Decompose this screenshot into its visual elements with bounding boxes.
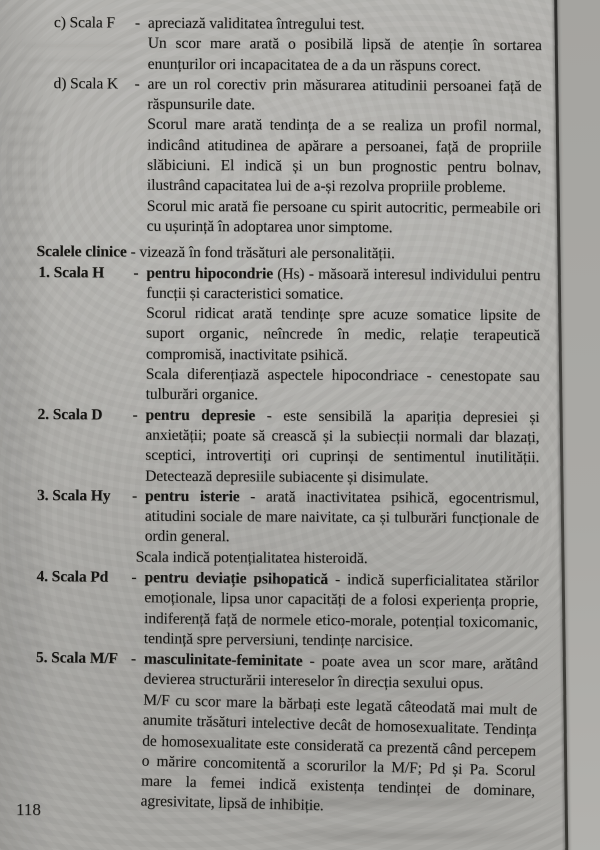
paragraph: Un scor mare arată o posibilă lipsă de atenție în sortarea enunțurilor ori incapacitatea de a da un răspuns corect. (147, 34, 542, 75)
scale-entry-mf (32, 648, 538, 817)
dash: - (134, 14, 140, 32)
page-number: 118 (16, 800, 41, 819)
scale-label (37, 405, 137, 426)
bleed-through-smudge (255, 830, 555, 840)
paragraph (145, 405, 539, 489)
scale-name: d) Scala K (53, 74, 119, 93)
scale-name: 5. Scala M/F (35, 649, 118, 668)
scale-descriptor-bold: pentru hipocondrie (146, 264, 274, 283)
scale-descriptor-bold: pentru deviație psihopatică (144, 569, 329, 589)
section-heading-rest: - vizează în fond trăsături ale personalității. (126, 243, 395, 263)
scale-descriptor-bold: pentru depresie (145, 406, 256, 424)
scale-descriptor-rest: - este sensibilă la apariția depresiei și anxietății; poate să crească și la subiecții normali dar blazați, sceptici, introvertiți ori cuprinși de sentimentul inutilității. Detectează depresiile subiacente și disimulate. (145, 406, 540, 486)
scale-label (36, 648, 136, 670)
scale-descriptor-rest: - poate avea un scor mare, arătând devierea structurării intereselor în direcția sexului opus. (143, 652, 539, 693)
dash: - (131, 569, 137, 587)
dash: - (131, 487, 138, 505)
scale-entry-hy (35, 486, 539, 570)
paragraph (145, 486, 539, 549)
page-text-block (33, 13, 542, 814)
scale-entry-pd (34, 567, 539, 653)
paragraph: are un rol corectiv prin măsurarea atitudinii persoanei față de răspunsurile date. (147, 75, 542, 114)
scale-descriptor-rest: (Hs) - măsoară interesul individului pentru funcții și caracteristici somatice. (146, 265, 541, 303)
dash: - (134, 75, 140, 93)
paragraph: Scala diferențiază aspectele hipocondriace - cenestopate sau tulburări organice. (145, 365, 540, 404)
paragraph (144, 568, 539, 653)
scale-descriptor-bold: pentru isterie (144, 487, 240, 506)
paragraph (146, 263, 540, 306)
scale-label (54, 13, 140, 34)
scale-entry-h (36, 263, 541, 408)
scale-entry-f (38, 13, 542, 77)
bleed-through-smudge (2, 300, 38, 465)
scale-name: 2. Scala D (37, 405, 103, 424)
paragraph: Scala indică potențialitatea histeroidă. (135, 548, 368, 567)
paragraph: Scorul mic arată fie persoane cu spirit autocritic, permeabile ori cu ușurință în adoptarea unor simptome. (146, 197, 541, 237)
scale-label (54, 74, 140, 95)
dash: - (133, 264, 139, 282)
scale-descriptor-rest: - arată inactivitatea psihică, egocentrismul, atitudini sociale de mare naivitate, ca și tulburări funcționale de ordin general. (144, 488, 540, 546)
paragraph: M/F cu scor mare la bărbați este legată câteodată mai mult de anumite trăsături intelective decât de homosexualitate. Tendința de homosexualitate este considerată ca prezentă când percepem o mărire concomitentă a scorurilor la M/F; Pd și Pa. Scorul mare la femei indică existența tendinței de dominare, agresivitate, lipsă de inhibiție. (140, 691, 538, 815)
scale-descriptor-rest: - indică superficialitatea stărilor emoționale, lipsa unor capacități de a folosi experiența proprie, indiferență față de normele etico-morale, potențial toxicomanic, tendință spre perversiuni, tendințe narcisice. (143, 571, 539, 650)
dash: - (130, 650, 137, 668)
scale-name: 1. Scala H (38, 263, 105, 281)
scale-label (36, 567, 136, 588)
paragraph: apreciază validitatea întregului test. (147, 14, 365, 33)
scale-descriptor-bold: masculinitate-feminitate (143, 650, 303, 670)
tilted-paragraph-wrap (140, 690, 537, 822)
paragraph: Scorul mare arată tendința de a se realiza un profil normal, indicând atitudinea de apărare a persoanei, față de propriile slăbiciuni. El indică și un bun prognostic pentru bolnav, ilustrând capacitatea lui de a-și rezolva propriile probleme. (146, 116, 542, 197)
scale-entry-d (35, 405, 539, 489)
paragraph: Scorul ridicat arată tendințe spre acuze somatice lipsite de suport organic, neîncrede în medic, relație terapeutică compromisă, inactivitate psihică. (145, 304, 541, 364)
scale-label (38, 263, 138, 284)
scale-name: c) Scala F (53, 14, 115, 32)
paragraph (144, 650, 539, 696)
scale-name: 3. Scala Hy (37, 486, 111, 505)
scale-label (37, 486, 137, 507)
scale-entry-k (37, 74, 542, 239)
scale-name: 4. Scala Pd (36, 568, 109, 586)
dash: - (132, 406, 138, 424)
section-heading-bold: Scalele clinice (36, 243, 127, 261)
